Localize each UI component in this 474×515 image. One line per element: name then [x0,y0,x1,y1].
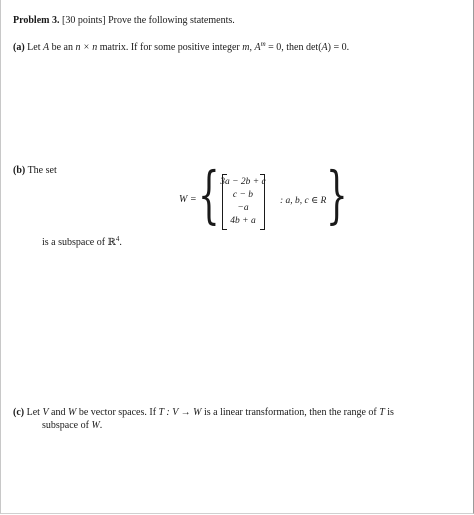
part-b-tail-text: is a subspace of ℝ [42,237,116,248]
problem-instruction: Prove the following statements. [108,15,235,26]
right-bracket [260,174,265,230]
part-c-text: . [99,420,103,431]
part-b-tail-text: . [119,237,122,248]
problem-heading [13,15,235,27]
part-a-text: = 0, then det( [265,42,322,53]
matrix-entry: 4b + a [230,216,256,226]
part-a-dims: n × n [75,42,98,53]
part-c-text: and [48,407,68,418]
part-c-var: W [91,420,100,431]
part-a-text: Let [27,42,43,53]
left-brace: { [198,158,220,231]
part-a-text: ) = 0. [327,42,350,53]
set-definition [176,158,348,232]
part-a-var: m [242,42,250,53]
matrix-entry: 3a − 2b + c [220,177,266,187]
part-a-var: A [254,42,261,53]
part-c-var: W [68,407,77,418]
part-b-exponent: 4 [115,235,120,243]
part-c-text: be vector spaces. If [76,407,159,418]
part-b-label: (b) [13,165,26,176]
part-b-intro [13,165,57,177]
part-c-var: V [42,407,49,418]
part-c-line-1 [13,407,394,419]
set-condition: : a, b, c ∈ R [280,196,327,206]
part-a-exponent: m [260,40,266,48]
part-a-text: , [249,42,255,53]
part-c-label: (c) [13,407,25,418]
problem-points: [30 points] [61,15,106,26]
part-a-var: A [43,42,50,53]
part-c-text: is a linear transformation, then the range of [201,407,380,418]
matrix-entry: c − b [232,190,254,200]
part-c-var: T [379,407,385,418]
right-brace: } [326,158,348,231]
part-c-map: T : V → W [158,407,202,418]
part-a-var: A [321,42,328,53]
part-b-conclusion [42,237,122,249]
part-c-line-2 [42,420,102,432]
part-a-text: matrix. If for some positive integer [97,42,243,53]
part-a-text: be an [49,42,76,53]
part-c-text: Let [26,407,43,418]
part-b-intro-text: The set [27,165,57,176]
matrix-entry: −a [237,203,249,213]
part-a-label: (a) [13,42,25,53]
part-c-text: subspace of [42,420,92,431]
problem-number: Problem 3. [13,15,60,26]
part-c-text: is [384,407,394,418]
set-name: W = [179,194,197,205]
part-a-statement [13,42,349,54]
